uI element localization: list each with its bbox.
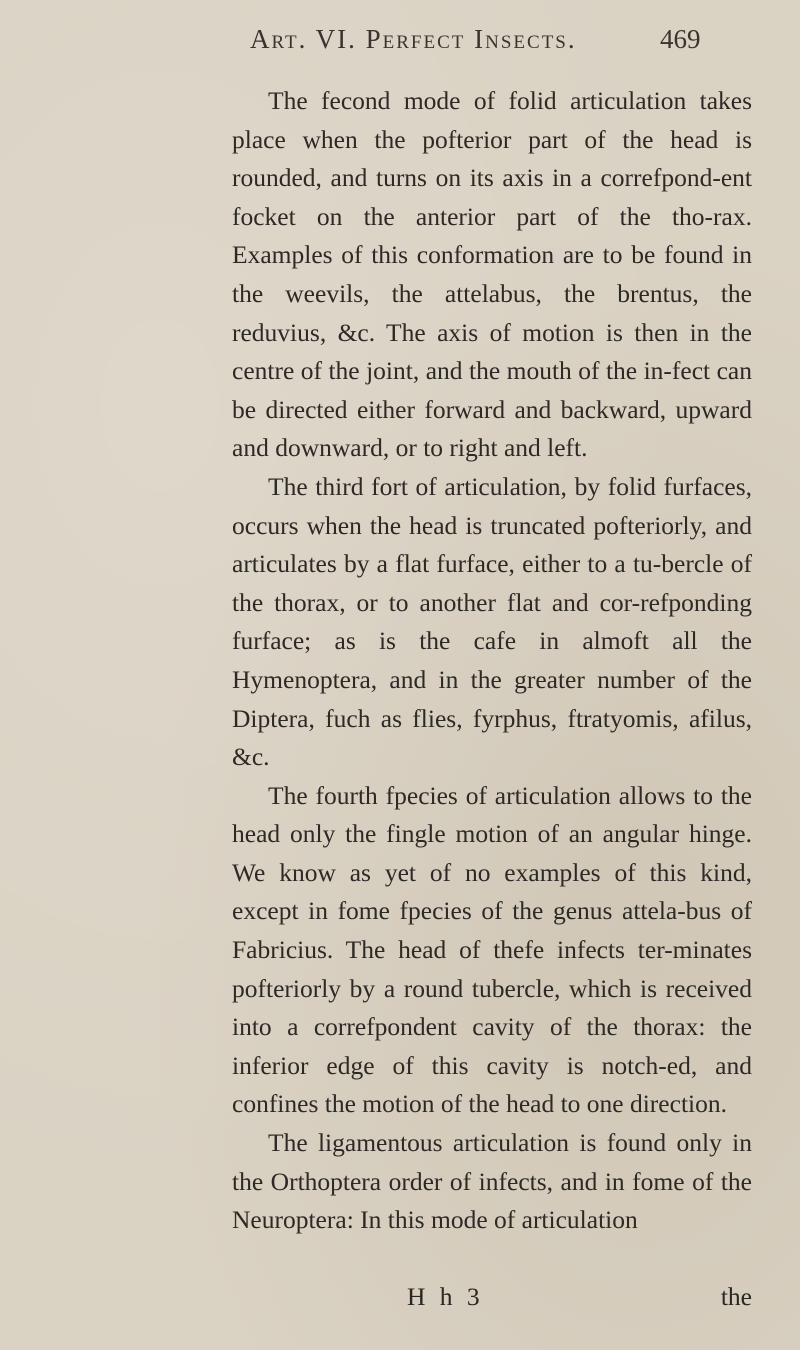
paragraph-ligamentous: The ligamentous articulation is found only in the Orthoptera order of infects, and in fome of the Neuroptera: In this mode of articulation	[232, 1128, 752, 1235]
running-head	[0, 24, 800, 64]
body-text	[232, 82, 752, 1240]
paragraph-fourth-species: The fourth fpecies of articulation allows to the head only the fingle motion of an angular hinge. We know as yet of no examples of this kind, except in fome fpecies of the genus attela-bus of Fabricius. The head of thefe infects ter-minates pofteriorly by a round tubercle, which is received into a correfpondent cavity of the thorax: the inferior edge of this cavity is notch-ed, and confines the motion of the head to one direction.	[232, 780, 752, 1119]
catchword: the	[720, 1282, 752, 1311]
page-footer	[232, 1282, 752, 1322]
page-number: 469	[660, 24, 701, 54]
signature-mark: H h 3	[407, 1282, 484, 1311]
paragraph-second-mode: The fecond mode of folid articulation takes place when the pofterior part of the head is rounded, and turns on its axis in a correfpond-ent focket on the anterior part of the tho-rax. Examples of this conformation are to be found in the weevils, the attelabus, the brentus, the reduvius, &c. The axis of motion is then in the centre of the joint, and the mouth of the in-fect can be directed either forward and backward, upward and downward, or to right and left.	[232, 86, 752, 463]
running-head-title: Art. VI. Perfect Insects.	[250, 24, 577, 54]
paragraph-third-sort: The third fort of articulation, by folid furfaces, occurs when the head is truncated pofteriorly, and articulates by a flat furface, either to a tu-bercle of the thorax, or to another flat and cor-refponding furface; as is the cafe in almoft all the Hymenoptera, and in the greater number of the Diptera, fuch as flies, fyrphus, ftratyomis, afilus, &c.	[232, 471, 752, 772]
